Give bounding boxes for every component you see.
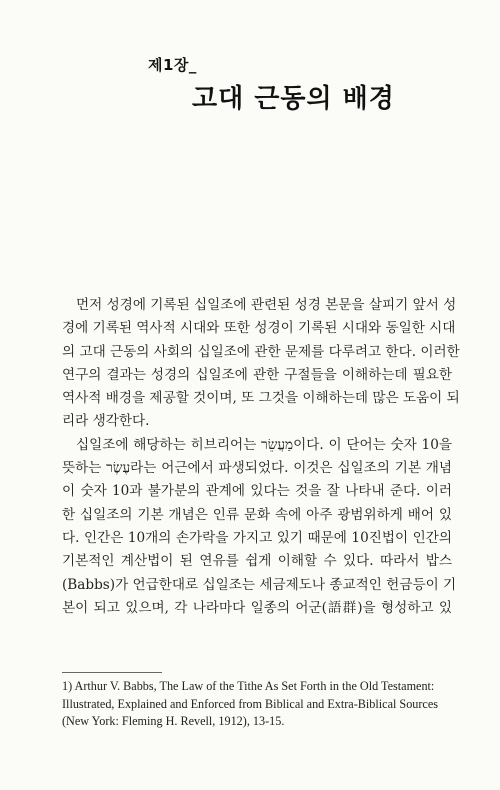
body-line: 다. 인간은 10개의 손가락을 가지고 있기 때문에 10진법이 인간의 <box>62 529 452 546</box>
body-line: 경에 기록된 역사적 시대와 또한 성경이 기록된 시대와 동일한 시대 <box>62 320 456 337</box>
body-line: 리라 생각한다. <box>62 413 150 430</box>
footnote-divider <box>62 672 162 673</box>
body-line: 의 고대 근동의 사회의 십일조에 관한 문제를 다루려고 한다. 이러한 <box>62 343 460 360</box>
footnote-line: (New York: Fleming H. Revell, 1912), 13-15. <box>62 714 285 729</box>
body-line: 뜻하는 עֶשֶׂר라는 어근에서 파생되었다. 이것은 십일조의 기본 개념 <box>62 460 453 477</box>
body-line: 역사적 배경을 제공할 것이며, 또 그것을 이해하는데 많은 도움이 되 <box>62 390 460 407</box>
body-line: 기본적인 계산법이 된 연유를 쉽게 이해할 수 있다. 따라서 밥스 <box>62 553 452 570</box>
body-line: 연구의 결과는 성경의 십일조에 관한 구절들을 이해하는데 필요한 <box>62 366 452 383</box>
body-line: 본이 되고 있으며, 각 나라마다 일종의 어군(語群)을 형성하고 있 <box>62 599 452 616</box>
body-line: 이 숫자 10과 불가분의 관계에 있다는 것을 잘 나타내 준다. 이러 <box>62 483 452 500</box>
body-line: 먼저 성경에 기록된 십일조에 관련된 성경 본문을 살피기 앞서 성 <box>76 297 457 313</box>
body-line: (Babbs)가 언급한대로 십일조는 세금제도나 종교적인 헌금등이 기 <box>62 576 457 593</box>
footnote <box>62 678 454 731</box>
footnote-line: Illustrated, Explained and Enforced from Biblical and Extra-Biblical Sources <box>62 696 438 711</box>
body-line: 한 십일조의 기본 개념은 인류 문화 속에 아주 광범위하게 배어 있 <box>62 506 452 523</box>
body-line: 십일조에 해당하는 히브리어는 מַעֲשֵׂר이다. 이 단어는 숫자 10을 <box>76 436 452 453</box>
body-text <box>62 294 460 620</box>
chapter-label: 제1장_ <box>148 56 197 74</box>
chapter-title: 고대 근동의 배경 <box>192 84 395 114</box>
footnote-line: 1) Arthur V. Babbs, The Law of the Tithe As Set Forth in the Old Testament: <box>62 679 435 693</box>
